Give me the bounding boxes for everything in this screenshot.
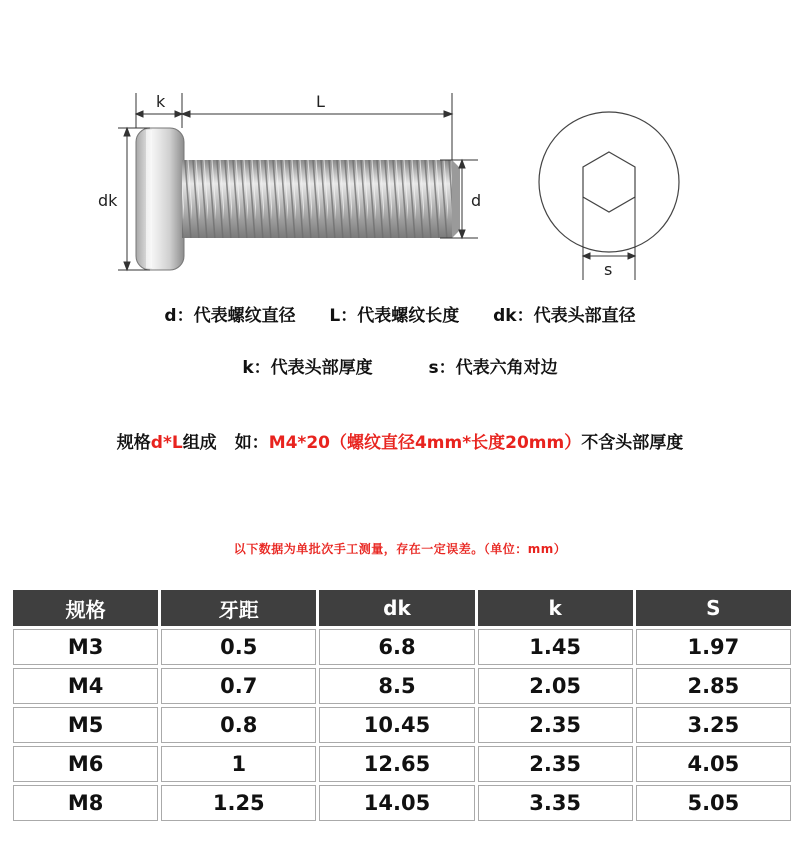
legend-key-s: s <box>428 358 439 378</box>
cell-spec: M4 <box>13 668 158 704</box>
cell-s: 3.25 <box>636 707 791 743</box>
legend-desc-k: 代表头部厚度 <box>270 358 373 378</box>
legend-key-k: k <box>242 358 254 378</box>
cell-s: 5.05 <box>636 785 791 821</box>
header-pitch: 牙距 <box>161 590 316 626</box>
header-dk: dk <box>319 590 474 626</box>
cell-pitch: 0.5 <box>161 629 316 665</box>
spec-prefix: 规格 <box>116 433 151 453</box>
spec-example-label: 如： <box>234 433 269 453</box>
cell-s: 1.97 <box>636 629 791 665</box>
screw-shaft <box>182 160 460 238</box>
table-row <box>13 746 791 782</box>
screw-end-view <box>539 112 679 252</box>
cell-pitch: 1.25 <box>161 785 316 821</box>
measurement-note: 以下数据为单批次手工测量，存在一定误差。（单位：mm） <box>233 542 567 556</box>
cell-pitch: 1 <box>161 746 316 782</box>
L-label: L <box>316 92 325 111</box>
legend-desc-s: 代表六角对边 <box>455 358 558 378</box>
header-k: k <box>478 590 633 626</box>
legend-desc-L: 代表螺纹长度 <box>357 306 460 326</box>
spec-example: M4*20（螺纹直径4mm*长度20mm） <box>268 433 582 453</box>
cell-k: 2.35 <box>478 746 633 782</box>
cell-pitch: 0.8 <box>161 707 316 743</box>
screw-dimension-drawing <box>0 0 800 300</box>
cell-s: 4.05 <box>636 746 791 782</box>
cell-k: 3.35 <box>478 785 633 821</box>
cell-spec: M8 <box>13 785 158 821</box>
legend-key-dk: dk <box>493 306 517 326</box>
cell-pitch: 0.7 <box>161 668 316 704</box>
legend-line-1: d：代表螺纹直径 L：代表螺纹长度 dk：代表头部直径 <box>164 306 636 326</box>
header-s: S <box>636 590 791 626</box>
legend-desc-dk: 代表头部直径 <box>533 306 636 326</box>
cell-k: 2.05 <box>478 668 633 704</box>
spec-formula: d*L <box>150 433 183 453</box>
cell-k: 2.35 <box>478 707 633 743</box>
spec-description <box>0 428 800 453</box>
cell-spec: M5 <box>13 707 158 743</box>
spec-suffix: 组成 <box>182 433 217 453</box>
header-spec: 规格 <box>13 590 158 626</box>
legend-desc-d: 代表螺纹直径 <box>193 306 296 326</box>
cell-dk: 12.65 <box>319 746 474 782</box>
table-row <box>13 707 791 743</box>
cell-spec: M6 <box>13 746 158 782</box>
screw-head <box>136 128 184 270</box>
d-label: d <box>471 191 482 210</box>
cell-dk: 14.05 <box>319 785 474 821</box>
cell-dk: 10.45 <box>319 707 474 743</box>
legend-key-d: d <box>164 306 177 326</box>
cell-s: 2.85 <box>636 668 791 704</box>
cell-dk: 6.8 <box>319 629 474 665</box>
legend-line-2: k：代表头部厚度 s：代表六角对边 <box>242 358 558 378</box>
table-row <box>13 785 791 821</box>
table-row <box>13 629 791 665</box>
legend-key-L: L <box>329 306 341 326</box>
table-header-row <box>13 590 791 626</box>
spec-tail: 不含头部厚度 <box>581 433 684 453</box>
k-label: k <box>156 92 166 111</box>
cell-dk: 8.5 <box>319 668 474 704</box>
cell-k: 1.45 <box>478 629 633 665</box>
s-label: s <box>604 260 613 279</box>
cell-spec: M3 <box>13 629 158 665</box>
spec-table <box>10 587 794 824</box>
dk-label: dk <box>98 191 118 210</box>
table-row <box>13 668 791 704</box>
